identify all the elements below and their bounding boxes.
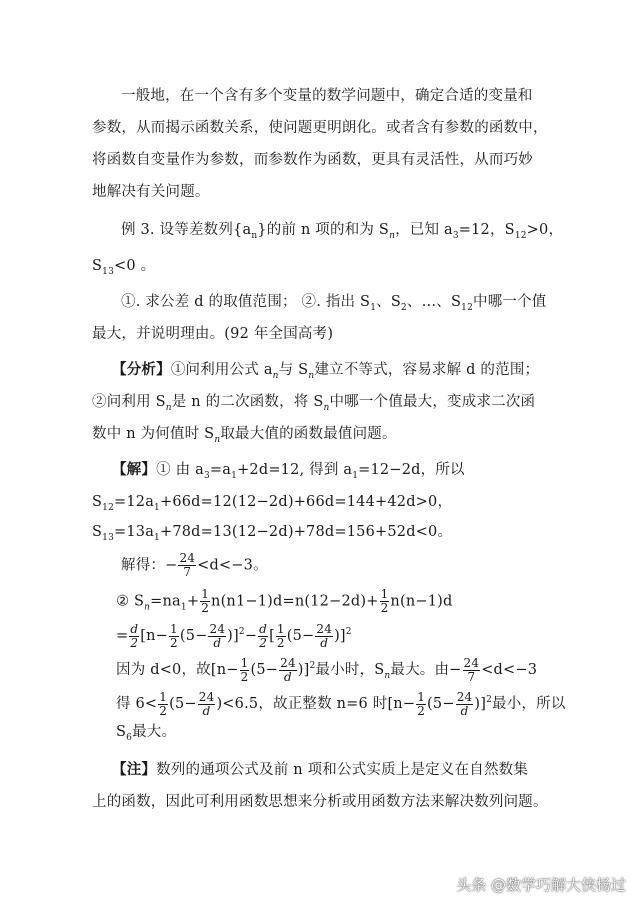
example-line-1: 例 3. 设等差数列$\{a_n\}$的前 n 项的和为 $S_n$，已知 $a_3=12$，$S_{12}>0$， [121,222,564,241]
solution-line-4: 解得：− $\frac{24}{7}$ <d<−3。 [121,551,268,579]
note-tag: 【注】 [112,761,157,778]
solution-line-5: ② $S_n=na_1+$ $\frac{1}{2}$ n(n1−1)d=n(12−2d)+ $\frac{1}{2}$ n(n−1)d [116,587,453,615]
analysis-line-2: ②问利用 $S_n$是 n 的二次函数，将 $S_n$中哪一个值最大，变成求二次函 [92,394,536,413]
intro-line-2: 参数，从而揭示函数关系，使问题更明朗化。或者含有参数的函数中， [92,120,548,136]
solution-line-7: 因为 d<0，故[n− $\frac{1}{2}$ (5− $\frac{24}{d}$ )]$^2$最小时，$S_n$最大。由− $\frac{24}{7}$ <d<−3 [116,655,538,684]
note-line-2: 上的函数，因此可利用函数思想来分析或用函数方法来解决数列问题。 [92,794,548,810]
solution-line-3: $S_{13}=13a_1+78d=13(12-2d)+78d=156+52d<0$。 [92,524,453,543]
solution-line-9: $S_6$最大。 [116,724,177,743]
intro-line-4: 地解决有关问题。 [92,184,210,200]
example-question-1: ①. 求公差 d 的取值范围； ②. 指出 $S_1$、$S_2$、…、$S_{12}$中哪一个值 [121,294,547,313]
intro-line-1: 一般地，在一个含有多个变量的数学问题中，确定合适的变量和 [121,88,533,104]
example-question-2: 最大，并说明理由。(92 年全国高考) [92,326,334,342]
note-line-1: 【注】数列的通项公式及前 n 项和公式实质上是定义在自然数集 [112,761,529,778]
solution-line-6: = $\frac{d}{2}$ [n− $\frac{1}{2}$ (5− $\frac{24}{d}$ )]$^2$− $\frac{d}{2}$ [ $\frac{1}{2}$ (5− $\frac{24}{d}$ )]$^2$ [116,621,352,650]
intro-line-3: 将函数自变量作为参数，而参数作为函数，更具有灵活性，从而巧妙 [92,152,533,168]
solution-tag: 【解】 [112,461,157,478]
analysis-line-1: 【分析】①问利用公式 $a_n$与 $S_n$建立不等式，容易求解 d 的范围； [112,361,540,381]
solution-line-2: $S_{12}=12a_1+66d=12(12-2d)+66d=144+42d>0$， [92,494,453,513]
solution-line-8: 得 6< $\frac{1}{2}$ (5− $\frac{24}{d}$ )<6.5，故正整数 n=6 时[n− $\frac{1}{2}$ (5− $\frac{24}{d}$ )]$^2$最小，所以 [116,689,566,718]
analysis-tag: 【分析】 [112,361,171,378]
analysis-line-3: 数中 n 为何值时 $S_n$取最大值的函数最值问题。 [92,426,397,445]
solution-line-1: 【解】① 由 $a_3=a_1+2d=12$, 得到 $a_1=12-2d$，所以 [112,461,465,481]
watermark: 头条 @数学巧解大侠杨过 [456,876,626,894]
example-line-2: $S_{13}<0$ 。 [92,258,156,277]
